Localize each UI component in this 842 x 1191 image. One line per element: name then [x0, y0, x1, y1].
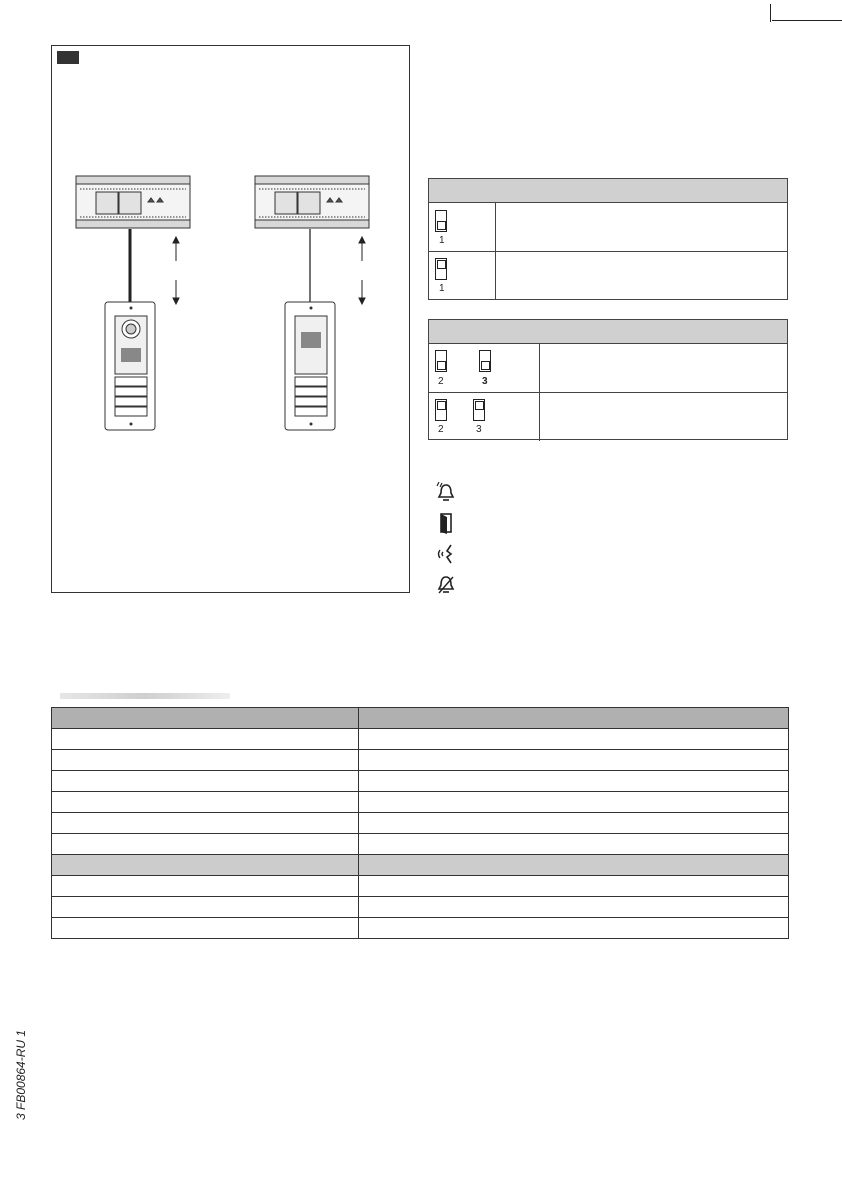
section-heading-bar	[60, 693, 230, 699]
entry-panel-left	[105, 302, 155, 430]
legend	[432, 480, 460, 604]
table-row	[52, 729, 789, 750]
dip-switch-icon	[435, 258, 447, 280]
table-header-row	[52, 708, 789, 729]
dip-switch-label: 2	[438, 376, 444, 387]
table-row	[429, 344, 787, 393]
dip-switch-icon	[435, 210, 447, 232]
power-supply-right	[255, 176, 369, 228]
entry-panel-right	[285, 302, 335, 430]
bell-ring-icon	[432, 480, 460, 504]
table-header	[429, 179, 787, 203]
dip-switch-table-2	[428, 319, 788, 440]
dip-switch-icon	[435, 399, 447, 421]
table-header	[429, 320, 787, 344]
dip-switch-label: 1	[439, 235, 445, 246]
table-row	[429, 252, 787, 300]
dip-switch-cell	[429, 252, 496, 300]
table-row	[52, 834, 789, 855]
dip-switch-icon	[473, 399, 485, 421]
power-supply-left	[76, 176, 190, 228]
table-row	[52, 918, 789, 939]
table-subheader-row	[52, 855, 789, 876]
dip-switch-cell	[429, 393, 540, 441]
dip-switch-table-1	[428, 178, 788, 300]
table-row	[52, 876, 789, 897]
wiring-diagram	[52, 46, 411, 594]
table-row	[429, 393, 787, 441]
description-cell	[496, 203, 787, 251]
table-row	[52, 792, 789, 813]
dip-switch-label: 3	[482, 376, 488, 387]
dip-switch-label: 3	[476, 424, 482, 435]
dip-switch-cell	[429, 344, 540, 392]
wiring-figure	[51, 45, 410, 593]
description-cell	[540, 393, 787, 441]
table-row	[52, 897, 789, 918]
document-code: 3 FB00864-RU 1	[14, 1029, 28, 1120]
bell-off-icon	[432, 573, 460, 597]
technical-data-table	[51, 707, 789, 939]
crop-mark	[772, 20, 842, 21]
dip-switch-icon	[479, 350, 491, 372]
table-row	[52, 813, 789, 834]
table-row	[52, 771, 789, 792]
flow-arrows	[173, 237, 365, 304]
speech-icon	[432, 542, 460, 566]
dip-switch-label: 2	[438, 424, 444, 435]
description-cell	[540, 344, 787, 392]
dip-switch-cell	[429, 203, 496, 251]
dip-switch-label: 1	[439, 283, 445, 294]
description-cell	[496, 252, 787, 300]
table-row	[52, 750, 789, 771]
table-row	[429, 203, 787, 252]
door-icon	[432, 511, 460, 535]
crop-mark	[770, 4, 771, 22]
dip-switch-icon	[435, 350, 447, 372]
